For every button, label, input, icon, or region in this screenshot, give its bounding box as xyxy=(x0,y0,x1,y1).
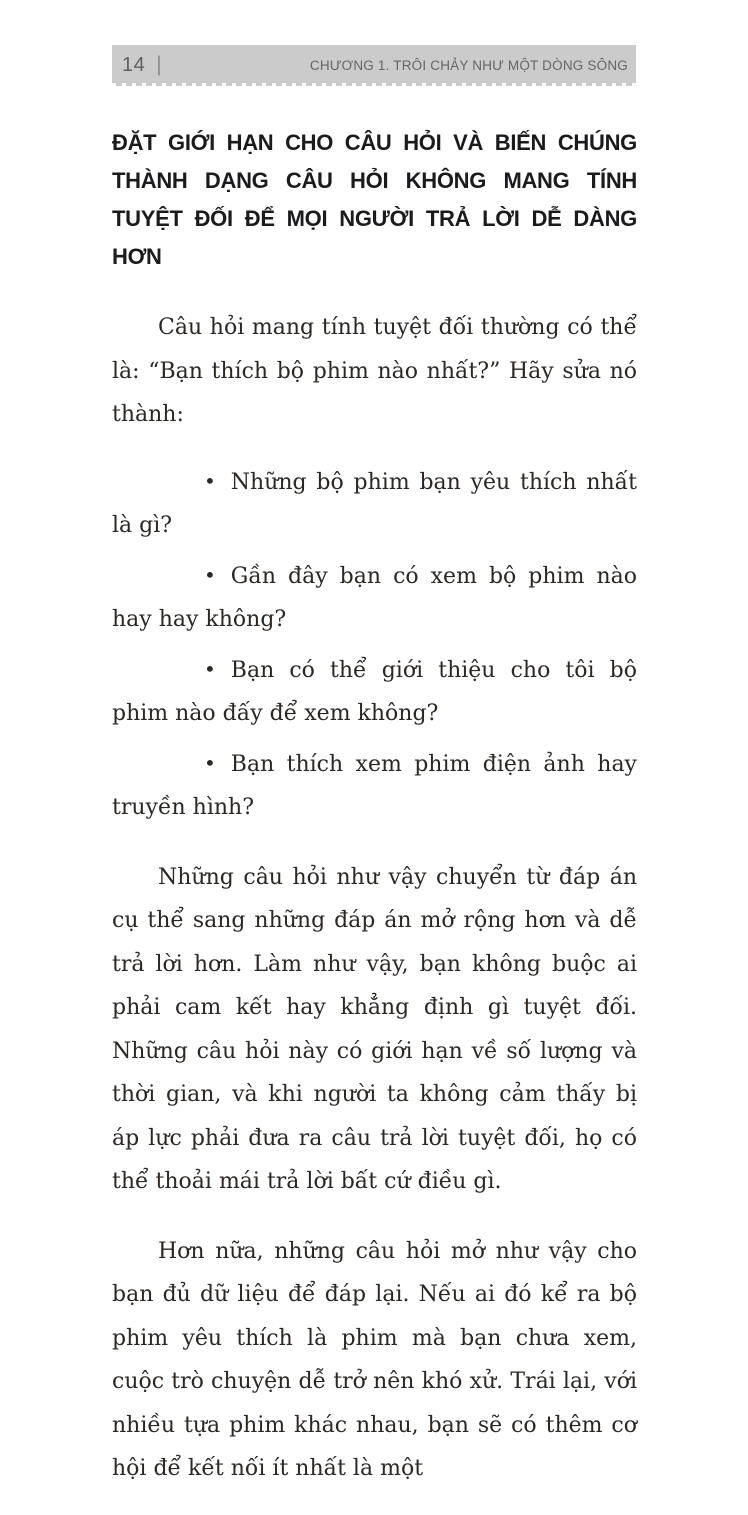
section-heading-line-1: ĐẶT GIỚI HẠN CHO CÂU HỎI VÀ BIẾN CHÚNG xyxy=(112,130,637,155)
header-separator: | xyxy=(156,52,162,76)
page-number: 14 xyxy=(122,54,146,76)
bullet-icon: • xyxy=(204,656,216,681)
list-item xyxy=(112,461,637,548)
bullet-icon: • xyxy=(204,750,216,775)
list-item-text: Những bộ phim bạn yêu thích nhất là gì? xyxy=(112,469,637,538)
bullet-icon: • xyxy=(204,468,216,493)
list-item-text: Bạn thích xem phim điện ảnh hay truyền hình? xyxy=(112,751,637,820)
section-heading-line-3: TUYỆT ĐỐI ĐỂ MỌI NGƯỜI TRẢ LỜI DỄ DÀNG HƠN xyxy=(112,206,637,269)
section-heading xyxy=(112,124,637,276)
list-item xyxy=(112,555,637,642)
paragraph-explanation: Những câu hỏi như vậy chuyển từ đáp án cụ thể sang những đáp án mở rộng hơn và dễ trả lời hơn. Làm như vậy, bạn không buộc ai phải cam kết hay khẳng định gì tuyệt đối. Những câu hỏi này có giới hạn về số lượng và thời gian, và khi người ta không cảm thấy bị áp lực phải đưa ra câu trả lời tuyệt đối, họ có thể thoải mái trả lời bất cứ điều gì. xyxy=(112,864,637,1194)
list-item-text: Gần đây bạn có xem bộ phim nào hay hay không? xyxy=(112,563,637,632)
paragraph-intro: Câu hỏi mang tính tuyệt đối thường có thể là: “Bạn thích bộ phim nào nhất?” Hãy sửa nó thành: xyxy=(112,315,637,427)
page-content xyxy=(112,124,637,1515)
question-list xyxy=(112,461,637,830)
paragraph-benefit: Hơn nữa, những câu hỏi mở như vậy cho bạn đủ dữ liệu để đáp lại. Nếu ai đó kể ra bộ phim yêu thích là phim mà bạn chưa xem, cuộc trò chuyện dễ trở nên khó xử. Trái lại, với nhiều tựa phim khác nhau, bạn sẽ có thêm cơ hội để kết nối ít nhất là một xyxy=(112,1238,637,1481)
chapter-title: CHƯƠNG 1. TRÔI CHẢY NHƯ MỘT DÒNG SÔNG xyxy=(309,58,628,73)
list-item xyxy=(112,649,637,736)
header-left xyxy=(122,54,162,78)
list-item-text: Bạn có thể giới thiệu cho tôi bộ phim nào đấy để xem không? xyxy=(112,657,637,726)
section-heading-line-2: THÀNH DẠNG CÂU HỎI KHÔNG MANG TÍNH xyxy=(112,168,637,193)
bullet-icon: • xyxy=(204,562,216,587)
running-header xyxy=(112,45,636,86)
list-item xyxy=(112,743,637,830)
